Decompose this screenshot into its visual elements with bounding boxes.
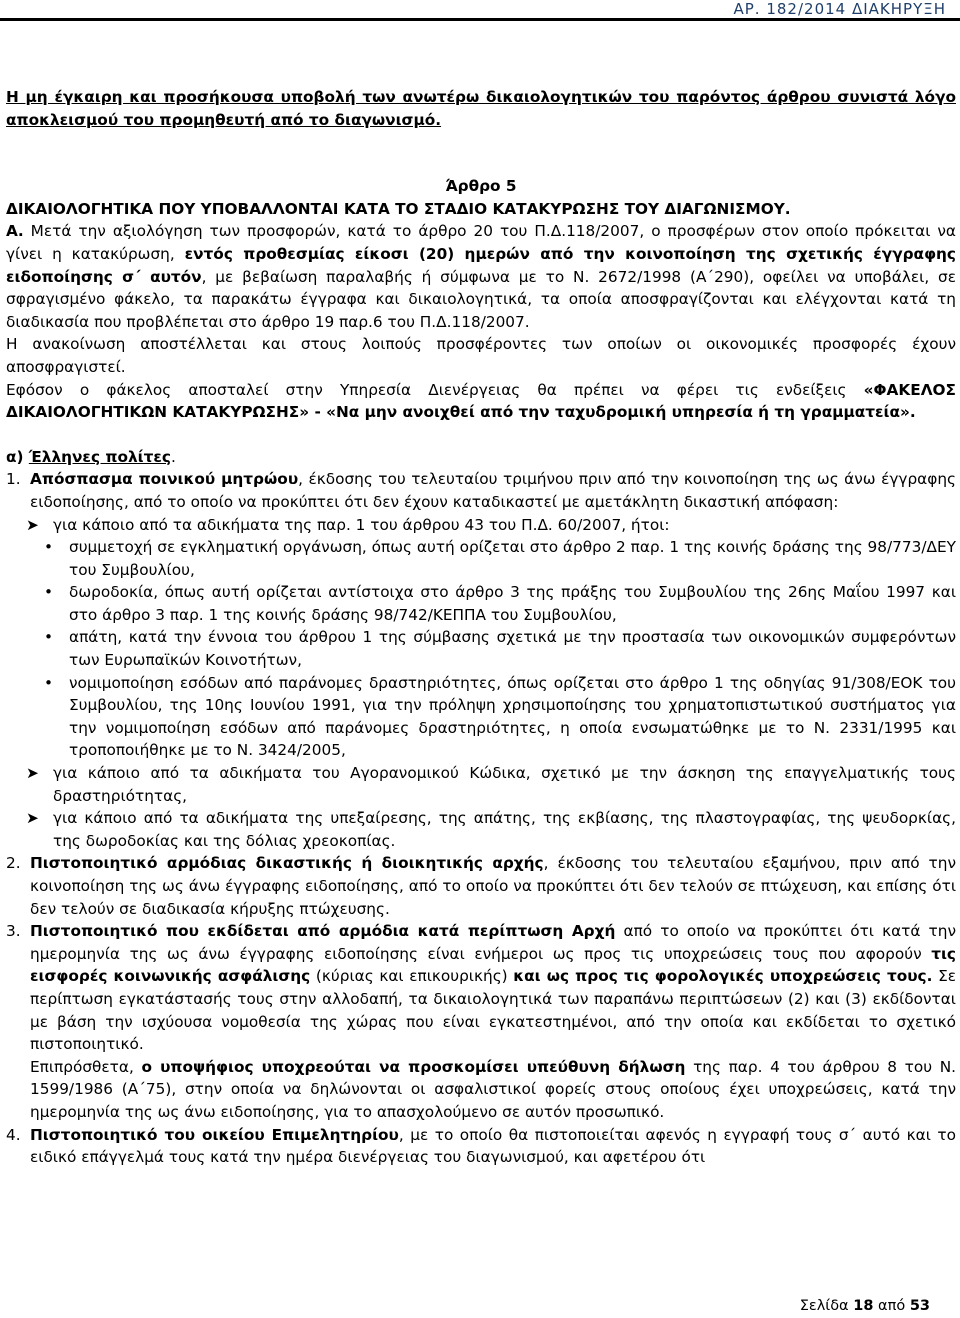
bullet-item: • δωροδοκία, όπως αυτή ορίζεται αντίστοιχα στο άρθρο 3 της πράξης του Συμβουλίου της 26ης Μαΐου 1997 και στο άρθρο 3 παρ. 1 της κοινής δράσης 98/742/ΚΕΠΠΑ του Συμβουλίου,: [6, 581, 956, 626]
spacer: [6, 153, 956, 175]
section-a-heading: α) Έλληνες πολίτες.: [6, 447, 176, 466]
list-item-2: 2. Πιστοποιητικό αρμόδιας δικαστικής ή διοικητικής αρχής, έκδοσης του τελευταίου εξαμήνου, πριν από την κοινοποίηση της ως άνω έγγραφης ειδοποίησης, από το οποίο να προκύπτει ότι δεν τελούν σε πτώχευση, και επίσης ότι δεν τελούν σε διαδικασία κήρυξης πτώχευσης.: [6, 854, 956, 918]
bullet-item: • απάτη, κατά την έννοια του άρθρου 1 της σύμβασης σχετικά με την προστασία των οικονομικών συμφερόντων των Ευρωπαϊκών Κοινοτήτων,: [6, 626, 956, 671]
dot-bullet-icon: •: [44, 673, 54, 692]
bullet-item: • συμμετοχή σε εγκληματική οργάνωση, όπως αυτή ορίζεται στο άρθρο 2 παρ. 1 της κοινής δράσης της 98/773/ΔΕΥ του Συμβουλίου,: [6, 536, 956, 581]
article-title: ΔΙΚΑΙΟΛΟΓΗΤΙΚΑ ΠΟΥ ΥΠΟΒΑΛΛΟΝΤΑΙ ΚΑΤΑ ΤΟ ΣΤΑΔΙΟ ΚΑΤΑΚΥΡΩΣΗΣ ΤΟΥ ΔΙΑΓΩΝΙΣΜΟΥ.: [6, 199, 791, 218]
dot-bullet-icon: •: [44, 538, 54, 557]
arrow-item: ➤ για κάποιο από τα αδικήματα της παρ. 1 του άρθρου 43 του Π.Δ. 60/2007, ήτοι:: [6, 514, 956, 537]
spacer: [6, 131, 956, 153]
arrow-bullet-icon: ➤: [26, 764, 39, 783]
page-number: Σελίδα 18 από 53: [799, 1298, 930, 1314]
document-body: [6, 86, 956, 1169]
exclusion-warning: Η μη έγκαιρη και προσήκουσα υποβολή των ανωτέρω δικαιολογητικών του παρόντος άρθρου συνιστά λόγο αποκλεισμού του προμηθευτή από το διαγωνισμό.: [6, 88, 956, 129]
list-item-1: 1. Απόσπασμα ποινικού μητρώου, έκδοσης του τελευταίου τριμήνου πριν από την κοινοποίηση της ως άνω έγγραφης ειδοποίησης, από το οποίο να προκύπτει ότι δεν έχουν καταδικαστεί με αμετάκλητη δικαστική απόφαση:: [6, 470, 957, 511]
arrow-bullet-icon: ➤: [26, 515, 39, 534]
list-item-3: 3. Πιστοποιητικό που εκδίδεται από αρμόδια κατά περίπτωση Αρχή από το οποίο να προκύπτει ότι κατά την ημερομηνία της ως άνω έγγραφης ειδοποίησης είναι ενήμεροι ως προς τις υποχρεώσεις τους που αφορούν τις εισφορές κοινωνικής ασφάλισης (κύριας και επικουρικής) και ως προς τις φορολογικές υποχρεώσεις τους. Σε περίπτωση εγκατάστασής τους στην αλλοδαπή, τα δικαιολογητικά των παραπάνω περιπτώσεων (2) και (3) εκδίδονται με βάση την ισχύουσα νομοθεσία της χώρας που είναι εγκατεστημένοι, από την οποία και εκδίδεται το σχετικό πιστοποιητικό.: [6, 922, 957, 1054]
arrow-item: ➤ για κάποιο από τα αδικήματα της υπεξαίρεσης, της απάτης, της εκβίασης, της πλαστογραφίας, της ψευδορκίας, της δωροδοκίας και της δόλιας χρεοκοπίας.: [6, 807, 956, 852]
article-number: Άρθρο 5: [445, 177, 517, 196]
arrow-bullet-icon: ➤: [26, 809, 39, 828]
bullet-item: • νομιμοποίηση εσόδων από παράνομες δραστηριότητες, όπως ορίζεται στο άρθρο 1 της οδηγίας 91/308/ΕΟΚ του Συμβουλίου, της 10ης Ιουνίου 1991, για την πρόληψη χρησιμοποίησης του χρηματοπιστωτικού συστήματος για την νομιμοποίηση εσόδων από παράνομες δραστηριότητες, η οποία ενσωματώθηκε με το Ν. 2331/1995 και τροποποιήθηκε με το Ν. 3424/2005,: [6, 672, 956, 762]
document-header: ΑΡ. 182/2014 ΔΙΑΚΗΡΥΞΗ: [733, 0, 946, 18]
list-item-4: 4. Πιστοποιητικό του οικείου Επιμελητηρίου, με το οποίο θα πιστοποιείται αφενός η εγγραφή τους σ΄ αυτό και το ειδικό επάγγελμά τους κατά την ημέρα διενέργειας του διαγωνισμού, και αφετέρου ότι: [6, 1125, 956, 1167]
paragraph-a-label: Α.: [6, 222, 24, 241]
dot-bullet-icon: •: [44, 628, 54, 647]
paragraph-notice: Η ανακοίνωση αποστέλλεται και στους λοιπούς προσφέροντες των οποίων οι οικονομικές προσφορές έχουν αποσφραγιστεί.: [6, 335, 956, 376]
arrow-item: ➤ για κάποιο από τα αδικήματα του Αγορανομικού Κώδικα, σχετικό με την άσκηση της επαγγελματικής τους δραστηριότητας,: [6, 762, 956, 807]
item-3-additional: Επιπρόσθετα, ο υποψήφιος υποχρεούται να προσκομίσει υπεύθυνη δήλωση της παρ. 4 του άρθρου 8 του Ν. 1599/1986 (Α΄75), στην οποία να δηλώνονται οι ασφαλιστικοί φορείς στους οποίους έχει υποχρεώσεις, κατά την ημερομηνία της ως άνω ειδοποίησης, για το απασχολούμενο σε αυτόν προσωπικό.: [30, 1057, 957, 1121]
header-divider: [0, 18, 960, 21]
spacer: [6, 424, 956, 446]
paragraph-a: Α. Μετά την αξιολόγηση των προσφορών, κατά το άρθρο 20 του Π.Δ.118/2007, ο προσφέρων στον οποίο πρόκειται να γίνει η κατακύρωση, εντός προθεσμίας είκοσι (20) ημερών από την κοινοποίηση της σχετικής έγγραφης ειδοποίησης σ΄ αυτόν, με βεβαίωση παραλαβής ή σύμφωνα με το Ν. 2672/1998 (Α΄290), οφείλει να υποβάλει, σε σφραγισμένο φάκελο, τα παρακάτω έγγραφα και δικαιολογητικά, τα οποία αποσφραγίζονται και ελέγχονται κατά τη διαδικασία που προβλέπεται στο άρθρο 19 παρ.6 του Π.Δ.118/2007.: [6, 222, 956, 331]
dot-bullet-icon: •: [44, 583, 54, 602]
paragraph-envelope: Εφόσον ο φάκελος αποσταλεί στην Υπηρεσία Διενέργειας θα πρέπει να φέρει τις ενδείξεις «ΦΑΚΕΛΟΣ ΔΙΚΑΙΟΛΟΓΗΤΙΚΩΝ ΚΑΤΑΚΥΡΩΣΗΣ» - «Να μην ανοιχθεί από την ταχυδρομική υπηρεσία ή τη γραμματεία».: [6, 380, 956, 422]
